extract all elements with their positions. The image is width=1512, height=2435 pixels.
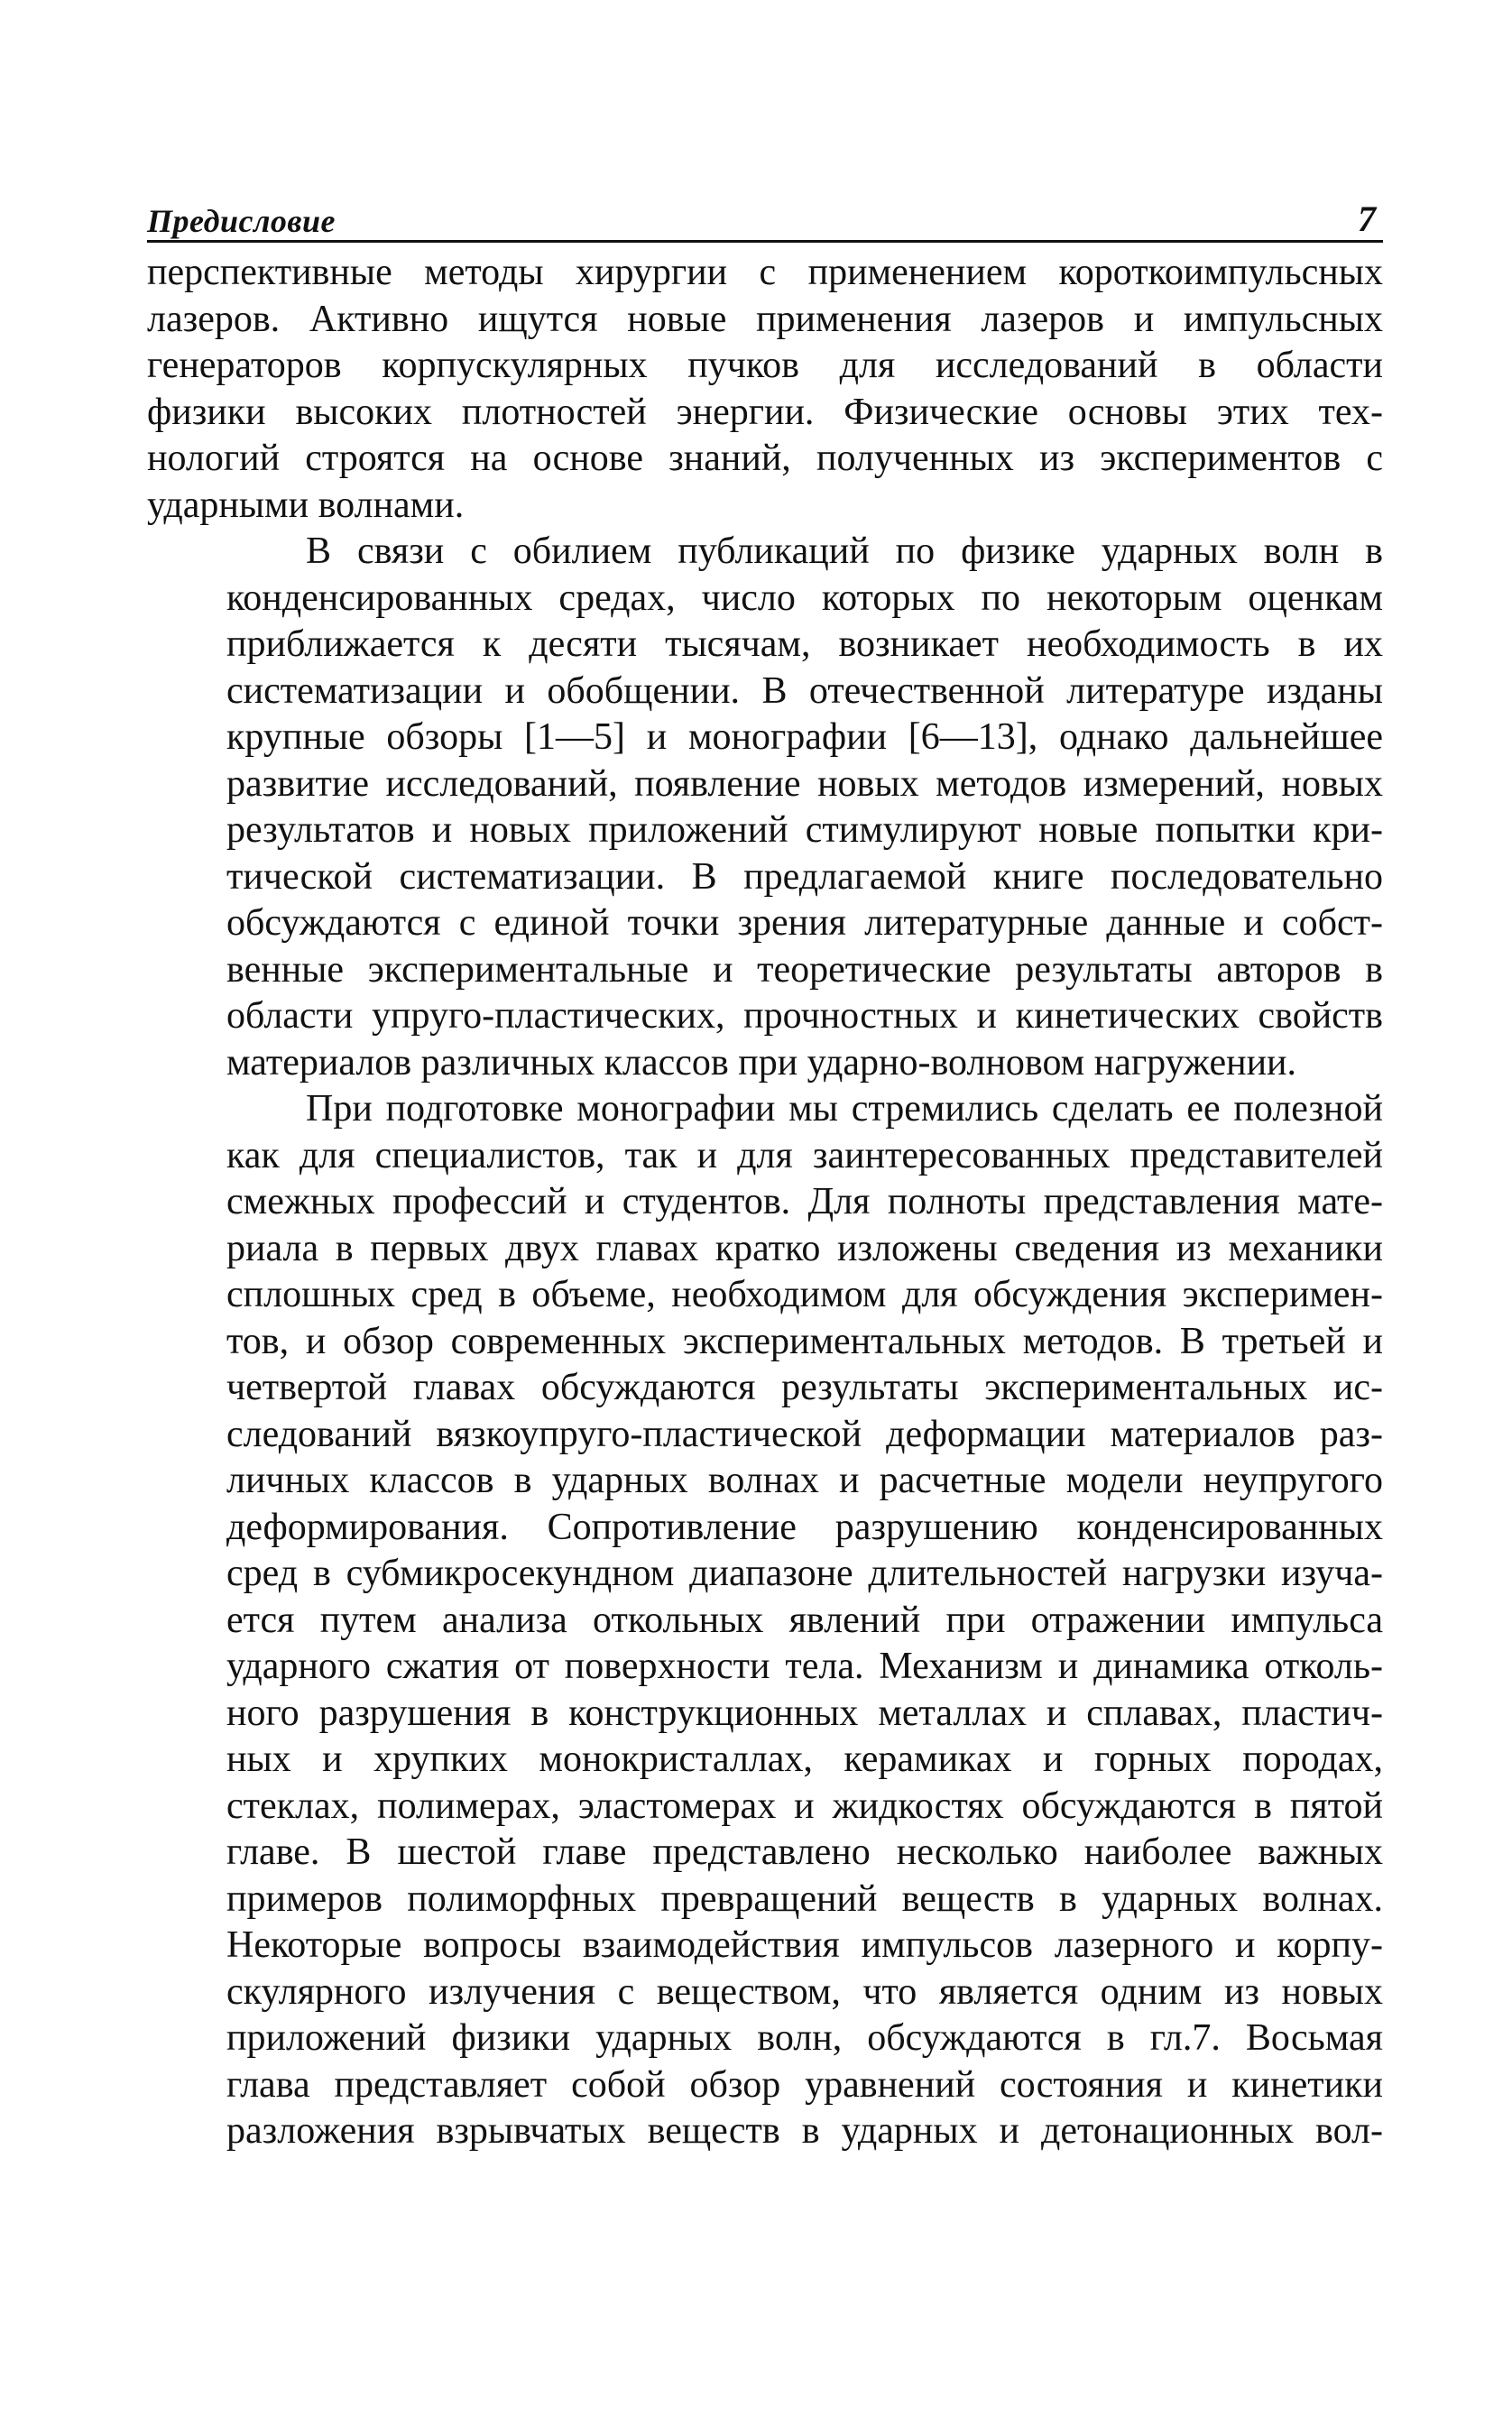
text-line: сплошных сред в объеме, необходимом для обсуждения эксперимен- [226,1274,1383,1315]
text-line: примеров полиморфных превращений веществ в ударных волнах. [226,1877,1383,1920]
text-line: глава представляет собой обзор уравнений состояния и кинетики [226,2063,1383,2106]
text-line: риала в первых двух главах кратко изложены сведения из механики [226,1227,1383,1269]
text-line: обсуждаются с единой точки зрения литературные данные и собст- [226,902,1383,944]
book-page [147,189,1383,2155]
text-line: материалов различных классов при ударно-волновом нагружении. [226,1041,1297,1084]
text-line: генераторов корпускулярных пучков для исследований в области [147,345,1383,386]
paragraph [147,250,1383,529]
text-line: лазеров. Активно ищутся новые применения лазеров и импульсных [147,298,1383,340]
text-line: приложений физики ударных волн, обсуждаются в гл.7. Восьмая [226,2017,1383,2059]
paragraph [147,529,1383,1086]
text-line: конденсированных средах, число которых по некоторым оценкам [226,576,1383,619]
text-line: физики высоких плотностей энергии. Физические основы этих тех- [147,391,1383,433]
text-line: сред в субмикросекундном диапазоне длительностей нагрузки изуча- [226,1553,1383,1594]
text-line: области упруго-пластических, прочностных и кинетических свойств [226,995,1383,1037]
text-line: крупные обзоры [1—5] и монографии [6—13], однако дальнейшее [226,716,1383,758]
text-line: личных классов в ударных волнах и расчетные модели неупругого [226,1460,1383,1501]
text-line: смежных профессий и студентов. Для полноты представления мате- [226,1181,1383,1222]
text-line: четвертой главах обсуждаются результаты экспериментальных ис- [226,1367,1383,1408]
text-line: стеклах, полимерах, эластомерах и жидкостях обсуждаются в пятой [226,1785,1383,1827]
text-line: перспективные методы хирургии с применением короткоимпульсных [147,252,1383,293]
text-line: венные экспериментальные и теоретические результаты авторов в [226,948,1383,991]
text-line: При подготовке монографии мы стремились сделать ее полезной [306,1088,1383,1130]
text-line: скулярного излучения с веществом, что является одним из новых [226,1970,1383,2013]
page-number: 7 [1358,198,1376,239]
text-line: тов, и обзор современных экспериментальных методов. В третьей и [226,1320,1383,1362]
text-line: деформирования. Сопротивление разрушению конденсированных [226,1506,1383,1548]
text-line: развитие исследований, появление новых методов измерений, новых [226,762,1383,805]
text-line: Некоторые вопросы взаимодействия импульсов лазерного и корпу- [226,1924,1383,1966]
text-line: нологий строятся на основе знаний, полученных из экспериментов с [147,438,1383,479]
text-line: разложения взрывчатых веществ в ударных и детонационных вол- [226,2110,1383,2152]
running-header [147,189,1383,243]
text-line: В связи с обилием публикаций по физике ударных волн в [306,530,1383,572]
running-title: Предисловие [147,203,337,239]
text-line: ется путем анализа откольных явлений при отражении импульса [226,1599,1383,1641]
text-line: тической систематизации. В предлагаемой книге последовательно [226,855,1383,898]
text-line: главе. В шестой главе представлено несколько наиболее важных [226,1831,1383,1873]
text-line: приближается к десяти тысячам, возникает необходимость в их [226,623,1383,665]
text-line: ных и хрупких монокристаллах, керамиках и горных породах, [226,1739,1383,1780]
text-line: систематизации и обобщении. В отечественной литературе изданы [226,669,1383,712]
text-line: ного разрушения в конструкционных металлах и сплавах, пластич- [226,1692,1383,1734]
text-line: ударными волнами. [147,484,465,526]
text-line: ударного сжатия от поверхности тела. Механизм и динамика отколь- [226,1646,1383,1687]
paragraph [147,1086,1383,2155]
body-text [147,250,1383,2155]
text-line: результатов и новых приложений стимулируют новые попытки кри- [226,809,1383,851]
text-line: следований вязкоупруго-пластической деформации материалов раз- [226,1413,1383,1455]
text-line: как для специалистов, так и для заинтересованных представителей [226,1134,1383,1176]
